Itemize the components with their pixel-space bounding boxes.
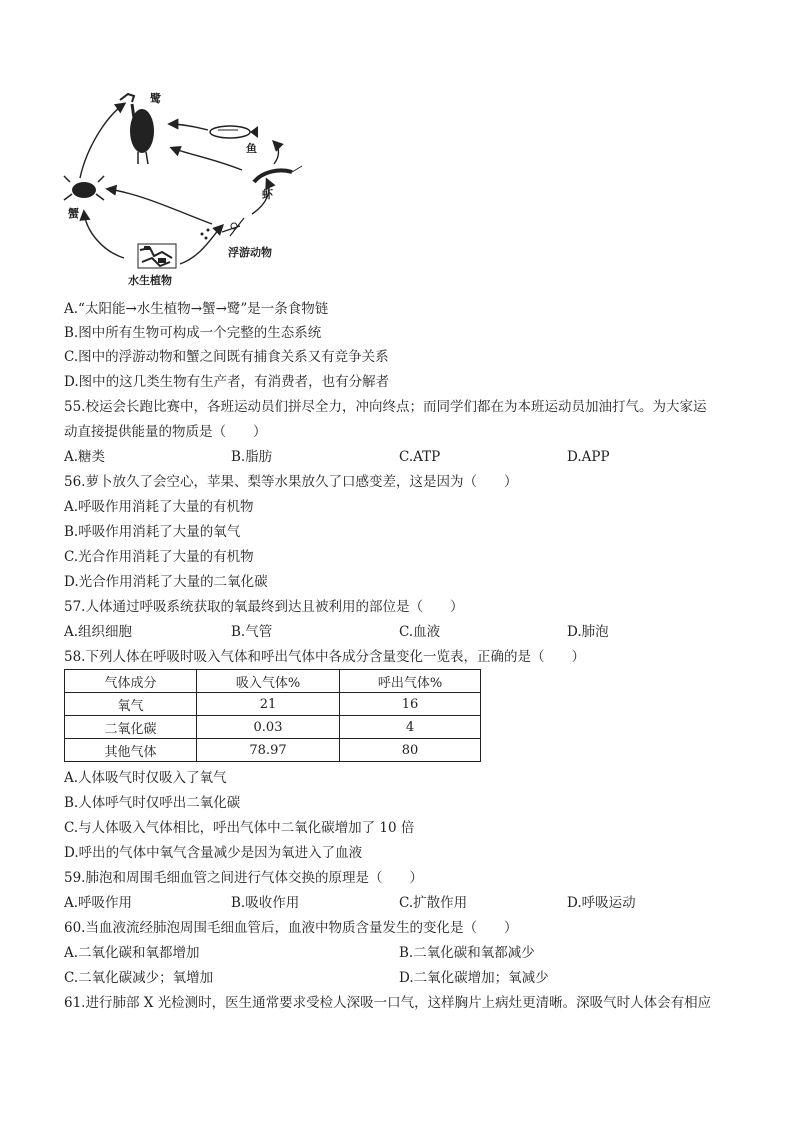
- table-row: [65, 739, 481, 762]
- plankton-figure: [201, 218, 245, 240]
- egret-figure: [120, 94, 154, 164]
- q57-option-d: D.肺泡: [567, 624, 609, 640]
- q60-option-a: A.二氧化碳和氧都增加: [64, 945, 200, 961]
- water-plant-figure: [138, 244, 176, 268]
- q56-option-c: C.光合作用消耗了大量的有机物: [64, 549, 254, 565]
- arrow-fish-to-egret: [170, 124, 208, 130]
- table-cell: 4: [340, 716, 481, 739]
- q60-stem: 60.当血液流经肺泡周围毛细血管后，血液中物质含量发生的变化是（ ）: [64, 920, 518, 936]
- arrow-plant-to-plankton: [180, 226, 222, 264]
- table-cell: 80: [340, 739, 481, 762]
- table-cell: 78.97: [197, 739, 340, 762]
- q59-option-d: D.呼吸运动: [567, 895, 636, 911]
- table-cell: 氧气: [65, 693, 197, 716]
- table-cell: 二氧化碳: [65, 716, 197, 739]
- fish-figure: [210, 126, 258, 138]
- q57-option-b: B.气管: [231, 624, 273, 640]
- table-cell: 16: [340, 693, 481, 716]
- table-header-cell: 呼出气体%: [340, 670, 481, 693]
- q55-option-d: D.APP: [567, 449, 610, 465]
- q60-option-b: B.二氧化碳和氧都减少: [399, 945, 535, 961]
- shrimp-figure: [254, 166, 302, 182]
- q58-stem: 58.下列人体在呼吸时吸入气体和呼出气体中各成分含量变化一览表，正确的是（ ）: [64, 649, 585, 665]
- crab-label: 蟹: [68, 207, 79, 220]
- fish-label: 鱼: [246, 142, 257, 155]
- crab-figure: [64, 176, 104, 200]
- q60-option-c: C.二氧化碳减少；氧增加: [64, 970, 214, 986]
- arrow-plant-to-crab: [84, 212, 124, 258]
- q55-stem-line1: 55.校运会长跑比赛中，各班运动员们拼尽全力，冲向终点；而同学们都在为本班运动员加油打气。为大家运: [64, 399, 707, 415]
- q57-option-c: C.血液: [399, 624, 441, 640]
- table-header-cell: 气体成分: [65, 670, 197, 693]
- q54-option-d: D.图中的这几类生物有生产者，有消费者，也有分解者: [64, 374, 390, 390]
- table-row: [65, 716, 481, 739]
- q56-stem: 56.萝卜放久了会空心，苹果、梨等水果放久了口感变差，这是因为（ ）: [64, 474, 518, 490]
- arrow-plankton-to-crab: [108, 189, 212, 224]
- q59-option-b: B.吸收作用: [231, 895, 300, 911]
- q58-option-c: C.与人体吸入气体相比，呼出气体中二氧化碳增加了 10 倍: [64, 820, 415, 836]
- table-header-cell: 吸入气体%: [197, 670, 340, 693]
- q54-option-b: B.图中所有生物可构成一个完整的生态系统: [64, 325, 322, 341]
- q55-option-c: C.ATP: [399, 449, 441, 465]
- q59-option-a: A.呼吸作用: [64, 895, 133, 911]
- q55-stem-line2: 动直接提供能量的物质是（ ）: [64, 424, 267, 440]
- egret-label: 鹭: [150, 92, 161, 105]
- gas-composition-table: [64, 669, 481, 762]
- table-cell: 其他气体: [65, 739, 197, 762]
- q55-option-b: B.脂肪: [231, 449, 273, 465]
- q57-stem: 57.人体通过呼吸系统获取的氧最终到达且被利用的部位是（ ）: [64, 599, 464, 615]
- food-web-diagram: [62, 86, 312, 296]
- table-header-row: [65, 670, 481, 693]
- q59-option-c: C.扩散作用: [399, 895, 468, 911]
- arrow-crab-to-egret: [80, 104, 124, 178]
- q54-option-c: C.图中的浮游动物和蟹之间既有捕食关系又有竞争关系: [64, 349, 389, 365]
- shrimp-label: 虾: [262, 188, 273, 201]
- q54-option-a: A.“太阳能→水生植物→蟹→鹭”是一条食物链: [64, 301, 329, 317]
- arrow-shrimp-to-fish: [274, 142, 279, 164]
- q55-option-a: A.糖类: [64, 449, 106, 465]
- q61-stem: 61.进行肺部 X 光检测时，医生通常要求受检人深吸一口气，这样胸片上病灶更清晰。深吸气时人体会有相应: [64, 995, 712, 1011]
- table-row: [65, 693, 481, 716]
- q56-option-a: A.呼吸作用消耗了大量的有机物: [64, 499, 254, 515]
- q56-option-d: D.光合作用消耗了大量的二氧化碳: [64, 574, 268, 590]
- q60-option-d: D.二氧化碳增加；氧减少: [399, 970, 549, 986]
- arrow-shrimp-to-egret: [172, 148, 242, 170]
- q58-option-a: A.人体吸气时仅吸入了氧气: [64, 770, 227, 786]
- q59-stem: 59.肺泡和周围毛细血管之间进行气体交换的原理是（ ）: [64, 870, 423, 886]
- q58-option-d: D.呼出的气体中氧气含量减少是因为氧进入了血液: [64, 845, 363, 861]
- water-plant-label: 水生植物: [128, 274, 172, 287]
- table-cell: 21: [197, 693, 340, 716]
- table-cell: 0.03: [197, 716, 340, 739]
- q57-option-a: A.组织细胞: [64, 624, 133, 640]
- q58-option-b: B.人体呼气时仅呼出二氧化碳: [64, 795, 241, 811]
- q56-option-b: B.呼吸作用消耗了大量的氧气: [64, 524, 241, 540]
- plankton-label: 浮游动物: [228, 246, 272, 259]
